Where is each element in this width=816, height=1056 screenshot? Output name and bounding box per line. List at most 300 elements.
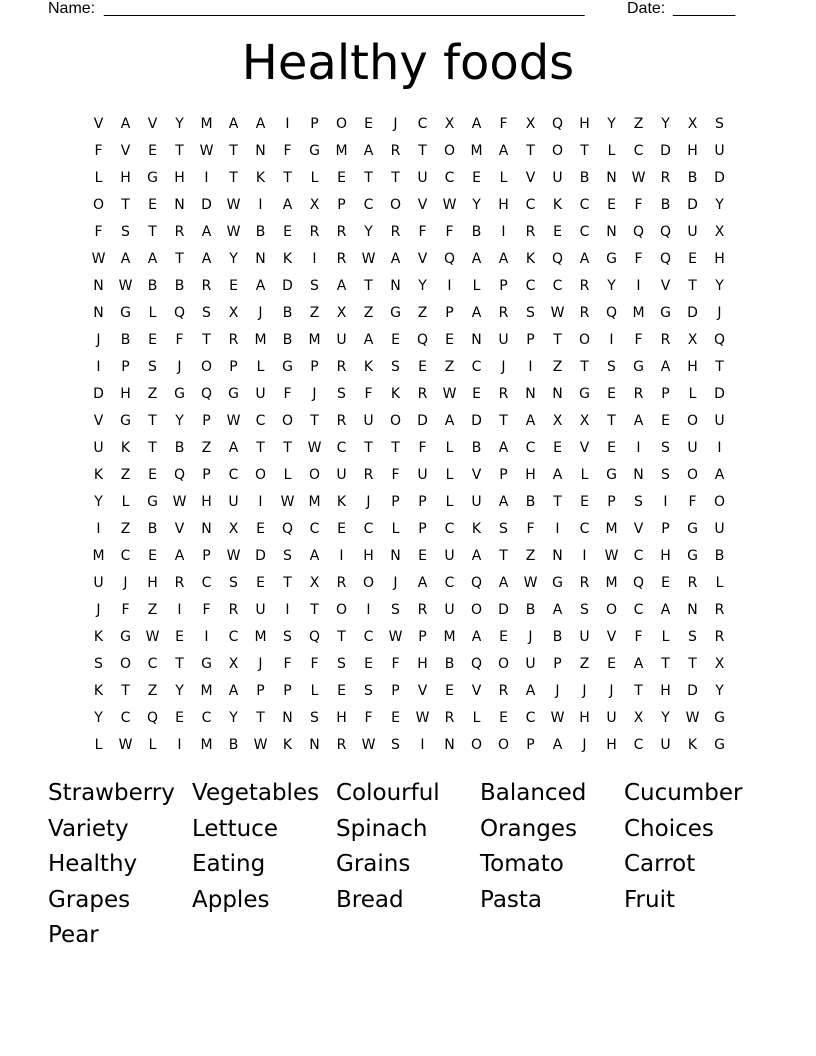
grid-letter: H <box>417 656 428 672</box>
grid-letter: G <box>660 305 671 321</box>
grid-letter: W <box>226 548 241 564</box>
grid-letter: V <box>120 143 131 159</box>
grid-letter: L <box>607 143 616 159</box>
grid-letter: E <box>148 332 157 348</box>
grid-letter: I <box>96 359 101 375</box>
grid-letter: H <box>579 116 590 132</box>
grid-letter: G <box>201 656 212 672</box>
grid-letter: S <box>310 710 319 726</box>
grid-letter: Q <box>146 710 159 726</box>
grid-letter: M <box>335 143 348 159</box>
page-title: Healthy foods <box>241 35 575 91</box>
grid-letter: O <box>686 467 699 483</box>
grid-letter: T <box>256 440 265 456</box>
grid-letter: E <box>661 413 670 429</box>
grid-letter: Z <box>147 386 158 402</box>
grid-letter: F <box>634 197 643 213</box>
grid-letter: U <box>714 521 725 537</box>
grid-row <box>85 408 733 435</box>
grid-letter: H <box>120 170 131 186</box>
grid-letter: F <box>688 494 697 510</box>
grid-letter: X <box>309 197 320 213</box>
grid-letter: U <box>255 386 266 402</box>
grid-letter: S <box>715 116 724 132</box>
grid-letter: J <box>123 575 128 591</box>
grid-letter: Q <box>551 251 564 267</box>
grid-letter: E <box>499 710 508 726</box>
word-list-item: Bread <box>336 886 404 913</box>
grid-letter: R <box>201 278 212 294</box>
grid-letter: C <box>633 143 644 159</box>
grid-row <box>85 597 733 624</box>
grid-letter: X <box>336 305 347 321</box>
grid-letter: B <box>471 440 482 456</box>
grid-letter: S <box>283 548 292 564</box>
grid-letter: T <box>175 251 184 267</box>
grid-letter: T <box>148 413 157 429</box>
grid-letter: X <box>687 332 698 348</box>
grid-letter: W <box>226 413 241 429</box>
grid-letter: I <box>204 629 209 645</box>
grid-letter: F <box>391 467 400 483</box>
grid-letter: U <box>498 332 509 348</box>
grid-letter: R <box>417 386 428 402</box>
grid-letter: H <box>660 548 671 564</box>
grid-letter: U <box>714 143 725 159</box>
grid-row <box>85 300 733 327</box>
grid-letter: I <box>177 737 182 753</box>
grid-letter: G <box>120 629 131 645</box>
grid-letter: K <box>687 737 698 753</box>
grid-letter: D <box>714 170 725 186</box>
grid-letter: Z <box>444 359 455 375</box>
grid-letter: P <box>391 683 400 699</box>
grid-letter: Z <box>525 548 536 564</box>
grid-letter: S <box>337 386 346 402</box>
grid-letter: I <box>636 440 641 456</box>
grid-letter: C <box>309 521 320 537</box>
grid-letter: Z <box>417 305 428 321</box>
grid-letter: N <box>552 548 563 564</box>
grid-letter: L <box>148 737 157 753</box>
grid-letter: A <box>471 251 482 267</box>
grid-letter: O <box>389 413 402 429</box>
grid-letter: L <box>310 170 319 186</box>
grid-letter: A <box>147 251 158 267</box>
grid-letter: R <box>336 737 347 753</box>
grid-letter: K <box>525 251 536 267</box>
grid-letter: J <box>609 683 614 699</box>
grid-letter: I <box>447 278 452 294</box>
grid-letter: C <box>579 197 590 213</box>
grid-letter: B <box>525 494 536 510</box>
grid-letter: A <box>282 197 293 213</box>
grid-letter: W <box>685 710 700 726</box>
grid-letter: L <box>580 467 589 483</box>
grid-letter: F <box>202 602 211 618</box>
grid-letter: I <box>717 440 722 456</box>
grid-letter: E <box>148 467 157 483</box>
grid-letter: F <box>283 656 292 672</box>
grid-letter: O <box>578 332 591 348</box>
grid-letter: E <box>472 170 481 186</box>
grid-letter: A <box>552 602 563 618</box>
grid-letter: I <box>609 332 614 348</box>
grid-letter: J <box>312 386 317 402</box>
grid-letter: M <box>308 494 321 510</box>
grid-letter: Y <box>607 116 616 132</box>
word-list-item: Choices <box>624 815 714 842</box>
grid-letter: S <box>283 629 292 645</box>
grid-letter: J <box>96 602 101 618</box>
grid-letter: H <box>714 251 725 267</box>
grid-letter: W <box>631 170 646 186</box>
grid-letter: C <box>633 737 644 753</box>
grid-letter: S <box>121 224 130 240</box>
grid-letter: W <box>604 548 619 564</box>
grid-letter: N <box>390 548 401 564</box>
grid-letter: G <box>606 251 617 267</box>
grid-letter: Y <box>175 413 184 429</box>
grid-letter: W <box>388 629 403 645</box>
grid-letter: P <box>310 359 319 375</box>
grid-letter: I <box>285 116 290 132</box>
grid-letter: Z <box>120 467 131 483</box>
grid-letter: F <box>418 440 427 456</box>
grid-letter: F <box>391 656 400 672</box>
grid-letter: Y <box>715 197 724 213</box>
grid-letter: J <box>393 116 398 132</box>
word-list-item: Grapes <box>48 886 131 913</box>
grid-letter: A <box>120 251 131 267</box>
grid-letter: R <box>579 575 590 591</box>
grid-letter: V <box>471 467 482 483</box>
grid-letter: F <box>364 710 373 726</box>
grid-letter: E <box>499 629 508 645</box>
grid-letter: A <box>525 683 536 699</box>
grid-letter: O <box>686 413 699 429</box>
grid-letter: N <box>201 521 212 537</box>
grid-letter: E <box>148 197 157 213</box>
grid-letter: V <box>93 116 104 132</box>
grid-letter: Y <box>472 197 481 213</box>
grid-letter: C <box>363 629 374 645</box>
grid-letter: O <box>443 143 456 159</box>
grid-letter: I <box>555 521 560 537</box>
grid-letter: Z <box>201 440 212 456</box>
grid-letter: U <box>660 737 671 753</box>
grid-letter: L <box>472 278 481 294</box>
grid-row <box>85 435 733 462</box>
grid-letter: T <box>688 656 697 672</box>
grid-letter: E <box>445 683 454 699</box>
grid-letter: O <box>335 602 348 618</box>
grid-letter: N <box>471 332 482 348</box>
grid-letter: V <box>93 413 104 429</box>
grid-letter: E <box>175 710 184 726</box>
grid-letter: Y <box>229 251 238 267</box>
grid-letter: P <box>607 494 616 510</box>
grid-letter: S <box>391 737 400 753</box>
grid-letter: J <box>366 494 371 510</box>
grid-letter: E <box>580 494 589 510</box>
grid-letter: O <box>92 197 105 213</box>
grid-letter: W <box>307 440 322 456</box>
grid-letter: Y <box>418 278 427 294</box>
grid-letter: S <box>688 629 697 645</box>
grid-row <box>85 165 733 192</box>
grid-row <box>85 624 733 651</box>
grid-letter: O <box>470 602 483 618</box>
grid-letter: O <box>470 737 483 753</box>
grid-letter: T <box>364 440 373 456</box>
grid-letter: D <box>471 413 482 429</box>
grid-letter: B <box>525 602 536 618</box>
grid-letter: X <box>228 305 239 321</box>
grid-letter: T <box>283 170 292 186</box>
grid-letter: A <box>633 656 644 672</box>
word-list-item: Apples <box>192 886 270 913</box>
grid-letter: I <box>420 737 425 753</box>
grid-letter: W <box>199 143 214 159</box>
grid-letter: K <box>471 521 482 537</box>
grid-letter: Q <box>173 467 186 483</box>
grid-letter: L <box>283 467 292 483</box>
grid-letter: C <box>201 710 212 726</box>
grid-letter: O <box>605 602 618 618</box>
grid-letter: T <box>661 656 670 672</box>
grid-letter: R <box>714 629 725 645</box>
grid-letter: T <box>580 359 589 375</box>
grid-letter: T <box>229 170 238 186</box>
grid-letter: U <box>336 332 347 348</box>
grid-letter: F <box>121 602 130 618</box>
grid-letter: I <box>96 521 101 537</box>
grid-letter: A <box>471 116 482 132</box>
grid-letter: A <box>417 575 428 591</box>
grid-letter: R <box>714 602 725 618</box>
grid-letter: M <box>308 332 321 348</box>
word-list <box>48 776 768 954</box>
grid-letter: Z <box>363 305 374 321</box>
grid-letter: A <box>498 494 509 510</box>
grid-letter: A <box>174 548 185 564</box>
grid-letter: T <box>121 197 130 213</box>
grid-letter: J <box>717 305 722 321</box>
grid-letter: Y <box>607 278 616 294</box>
grid-letter: S <box>526 305 535 321</box>
grid-letter: T <box>715 359 724 375</box>
grid-letter: G <box>174 386 185 402</box>
grid-letter: D <box>687 197 698 213</box>
grid-letter: R <box>579 305 590 321</box>
grid-letter: T <box>310 413 319 429</box>
grid-letter: B <box>660 197 671 213</box>
grid-letter: G <box>714 710 725 726</box>
grid-letter: F <box>94 224 103 240</box>
grid-letter: A <box>390 251 401 267</box>
grid-letter: E <box>418 548 427 564</box>
grid-letter: M <box>200 683 213 699</box>
grid-letter: A <box>255 278 266 294</box>
grid-letter: E <box>607 440 616 456</box>
grid-letter: N <box>282 710 293 726</box>
grid-letter: Y <box>229 710 238 726</box>
grid-letter: R <box>633 386 644 402</box>
grid-letter: A <box>309 548 320 564</box>
grid-letter: Q <box>308 629 321 645</box>
grid-letter: A <box>444 413 455 429</box>
grid-letter: F <box>283 386 292 402</box>
grid-letter: T <box>229 143 238 159</box>
grid-row <box>85 327 733 354</box>
grid-letter: A <box>498 575 509 591</box>
grid-letter: Z <box>147 683 158 699</box>
grid-letter: X <box>714 224 725 240</box>
grid-letter: R <box>687 575 698 591</box>
grid-letter: R <box>363 467 374 483</box>
grid-letter: G <box>633 359 644 375</box>
grid-letter: T <box>391 440 400 456</box>
grid-letter: I <box>285 602 290 618</box>
grid-letter: J <box>258 656 263 672</box>
grid-letter: T <box>580 143 589 159</box>
grid-letter: H <box>579 710 590 726</box>
grid-letter: R <box>336 224 347 240</box>
grid-letter: C <box>633 548 644 564</box>
grid-letter: T <box>553 332 562 348</box>
grid-letter: R <box>444 710 455 726</box>
grid-letter: J <box>258 305 263 321</box>
grid-letter: M <box>470 143 483 159</box>
grid-letter: V <box>660 278 671 294</box>
grid-row <box>85 246 733 273</box>
grid-letter: B <box>120 332 131 348</box>
grid-letter: A <box>498 143 509 159</box>
grid-letter: A <box>201 224 212 240</box>
grid-letter: C <box>120 548 131 564</box>
grid-letter: V <box>417 683 428 699</box>
grid-letter: I <box>177 602 182 618</box>
grid-letter: R <box>174 224 185 240</box>
word-list-item: Eating <box>192 851 266 878</box>
grid-letter: A <box>471 305 482 321</box>
grid-letter: Q <box>200 386 213 402</box>
grid-letter: N <box>93 305 104 321</box>
grid-letter: V <box>417 197 428 213</box>
grid-letter: L <box>391 521 400 537</box>
grid-letter: T <box>121 683 130 699</box>
grid-letter: A <box>363 332 374 348</box>
grid-letter: E <box>364 116 373 132</box>
grid-letter: D <box>714 386 725 402</box>
grid-letter: N <box>174 197 185 213</box>
grid-letter: A <box>471 629 482 645</box>
grid-letter: S <box>391 359 400 375</box>
grid-letter: A <box>714 467 725 483</box>
grid-letter: S <box>148 359 157 375</box>
grid-letter: R <box>336 359 347 375</box>
grid-letter: N <box>606 224 617 240</box>
grid-letter: R <box>498 683 509 699</box>
grid-letter: M <box>605 521 618 537</box>
grid-letter: P <box>202 467 211 483</box>
grid-letter: F <box>634 251 643 267</box>
word-list-item: Lettuce <box>192 815 278 842</box>
grid-letter: K <box>120 440 131 456</box>
grid-letter: T <box>607 413 616 429</box>
grid-letter: X <box>633 710 644 726</box>
grid-letter: J <box>528 629 533 645</box>
grid-letter: G <box>309 143 320 159</box>
grid-letter: Q <box>173 305 186 321</box>
grid-letter: M <box>92 548 105 564</box>
grid-letter: H <box>363 548 374 564</box>
grid-letter: E <box>148 548 157 564</box>
grid-letter: L <box>310 683 319 699</box>
grid-letter: X <box>579 413 590 429</box>
word-list-item: Carrot <box>624 851 696 878</box>
grid-letter: Y <box>175 116 184 132</box>
grid-letter: H <box>687 359 698 375</box>
grid-row <box>85 651 733 678</box>
grid-letter: X <box>309 575 320 591</box>
grid-letter: P <box>337 197 346 213</box>
grid-letter: U <box>417 170 428 186</box>
grid-letter: E <box>283 224 292 240</box>
grid-letter: D <box>282 278 293 294</box>
grid-letter: H <box>201 494 212 510</box>
grid-letter: P <box>499 278 508 294</box>
grid-letter: Q <box>632 224 645 240</box>
grid-letter: S <box>94 656 103 672</box>
grid-letter: H <box>525 467 536 483</box>
grid-letter: Q <box>713 332 726 348</box>
grid-letter: M <box>200 116 213 132</box>
grid-letter: E <box>391 332 400 348</box>
grid-letter: Z <box>309 305 320 321</box>
grid-letter: P <box>121 359 130 375</box>
grid-letter: X <box>525 116 536 132</box>
grid-letter: T <box>175 656 184 672</box>
grid-letter: O <box>497 737 510 753</box>
grid-letter: T <box>364 170 373 186</box>
grid-letter: Q <box>659 251 672 267</box>
grid-letter: T <box>553 494 562 510</box>
grid-letter: T <box>148 224 157 240</box>
grid-letter: W <box>172 494 187 510</box>
grid-letter: U <box>552 170 563 186</box>
grid-letter: W <box>361 251 376 267</box>
grid-letter: A <box>660 602 671 618</box>
grid-letter: U <box>336 467 347 483</box>
grid-letter: C <box>633 602 644 618</box>
grid-row <box>85 381 733 408</box>
grid-letter: G <box>147 494 158 510</box>
grid-letter: U <box>579 629 590 645</box>
grid-letter: H <box>174 170 185 186</box>
grid-letter: E <box>688 251 697 267</box>
grid-letter: G <box>147 170 158 186</box>
grid-letter: L <box>445 440 454 456</box>
grid-letter: R <box>417 602 428 618</box>
grid-letter: J <box>555 683 560 699</box>
grid-letter: N <box>390 278 401 294</box>
grid-row <box>85 354 733 381</box>
grid-letter: H <box>660 683 671 699</box>
grid-letter: P <box>499 467 508 483</box>
grid-letter: U <box>228 494 239 510</box>
